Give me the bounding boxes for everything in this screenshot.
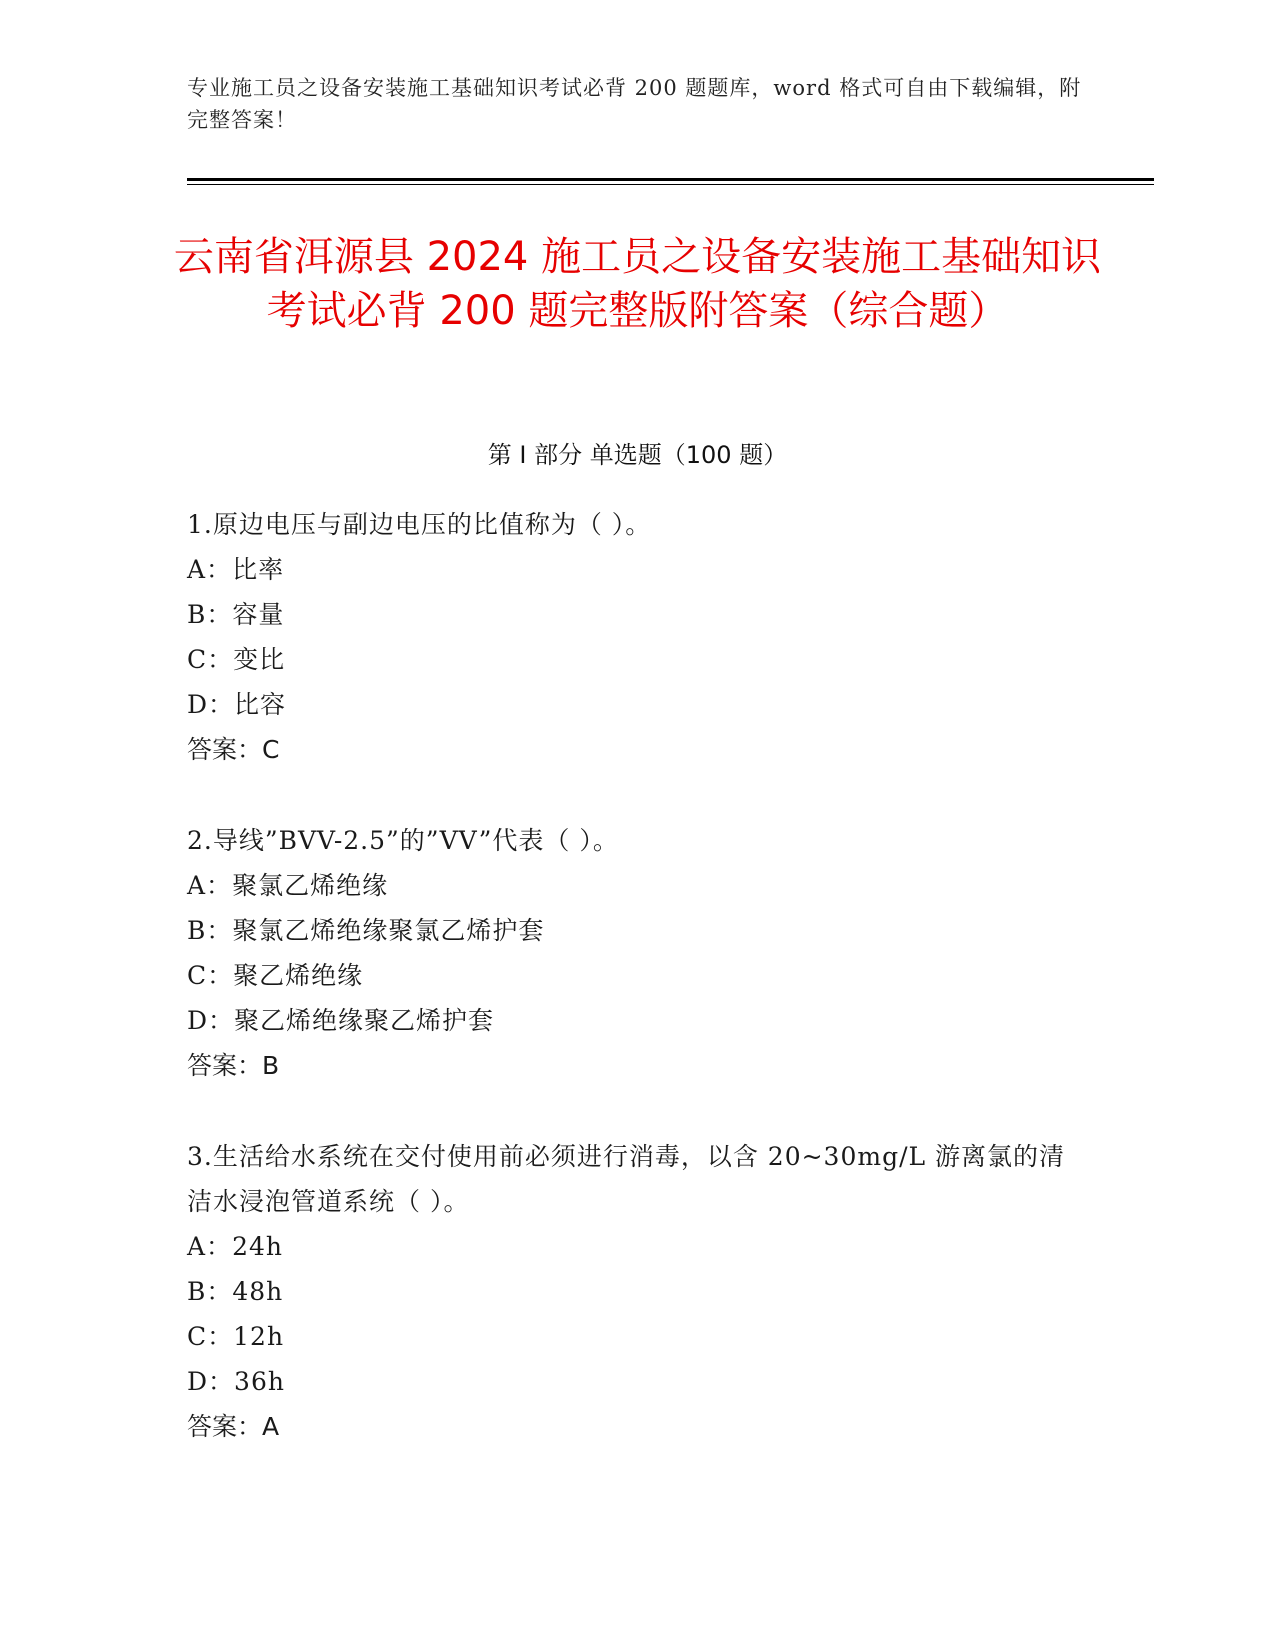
option-letter: D： xyxy=(187,690,235,719)
option-d xyxy=(187,1359,1067,1404)
question-stem: 2.导线”BVV-2.5”的”VV”代表（ ）。 xyxy=(187,826,619,855)
answer: 答案：B xyxy=(187,1051,280,1080)
question-1 xyxy=(187,502,1067,772)
option-b xyxy=(187,592,1067,637)
header-rule-thin xyxy=(187,184,1154,185)
option-b xyxy=(187,908,1067,953)
option-d xyxy=(187,998,1067,1043)
option-letter: A： xyxy=(187,1232,233,1261)
option-text: 聚氯乙烯绝缘 xyxy=(232,871,389,900)
option-c xyxy=(187,637,1067,682)
option-b xyxy=(187,1269,1067,1314)
question-3 xyxy=(187,1134,1067,1449)
question-stem: 3.生活给水系统在交付使用前必须进行消毒，以含 20~30mg/L 游离氯的清洁水浸泡管道系统（ ）。 xyxy=(187,1142,1066,1216)
section-heading: 第 I 部分 单选题（100 题） xyxy=(487,441,788,469)
option-letter: C： xyxy=(187,961,234,990)
option-d xyxy=(187,682,1067,727)
option-text: 聚乙烯绝缘聚乙烯护套 xyxy=(234,1006,495,1035)
question-2 xyxy=(187,818,1067,1088)
option-text: 48h xyxy=(232,1277,284,1306)
answer: 答案：C xyxy=(187,735,280,764)
option-letter: C： xyxy=(187,645,234,674)
option-letter: B： xyxy=(187,916,233,945)
option-a xyxy=(187,863,1067,908)
question-stem: 1.原边电压与副边电压的比值称为（ ）。 xyxy=(187,510,652,539)
option-a xyxy=(187,1224,1067,1269)
option-letter: B： xyxy=(187,1277,233,1306)
option-letter: A： xyxy=(187,555,233,584)
option-text: 变比 xyxy=(233,645,286,674)
option-text: 12h xyxy=(233,1322,285,1351)
option-text: 聚乙烯绝缘 xyxy=(233,961,364,990)
option-letter: D： xyxy=(187,1006,235,1035)
option-a xyxy=(187,547,1067,592)
header-rule-thick xyxy=(187,178,1154,181)
option-text: 比率 xyxy=(232,555,285,584)
option-text: 聚氯乙烯绝缘聚氯乙烯护套 xyxy=(232,916,545,945)
header-note: 专业施工员之设备安装施工基础知识考试必背 200 题题库，word 格式可自由下载编辑，附完整答案！ xyxy=(187,76,1082,132)
document-title: 云南省洱源县 2024 施工员之设备安装施工基础知识考试必背 200 题完整版附答案（综合题） xyxy=(173,234,1102,334)
option-letter: D： xyxy=(187,1367,235,1396)
option-text: 36h xyxy=(234,1367,285,1396)
option-letter: A： xyxy=(187,871,233,900)
option-text: 24h xyxy=(232,1232,283,1261)
option-letter: B： xyxy=(187,600,233,629)
option-text: 容量 xyxy=(232,600,285,629)
answer: 答案：A xyxy=(187,1412,280,1441)
option-text: 比容 xyxy=(234,690,287,719)
option-c xyxy=(187,953,1067,998)
option-letter: C： xyxy=(187,1322,234,1351)
option-c xyxy=(187,1314,1067,1359)
